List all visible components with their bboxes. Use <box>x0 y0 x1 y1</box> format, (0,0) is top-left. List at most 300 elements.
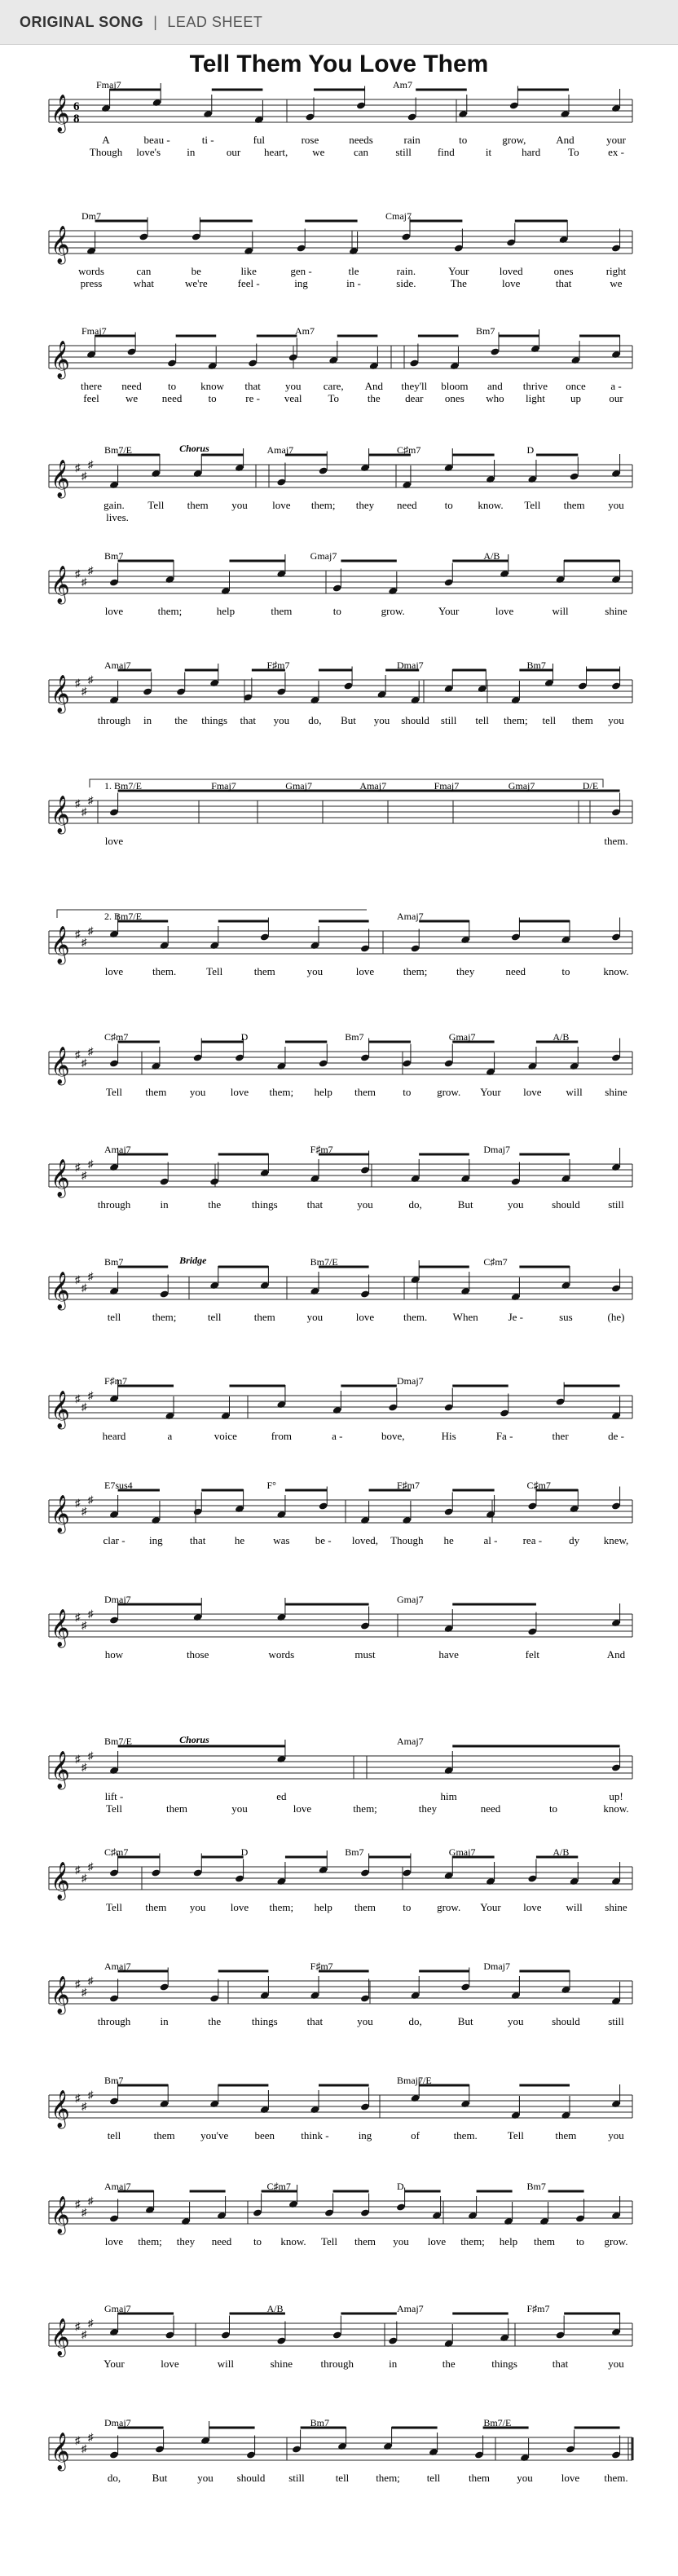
lyric: love <box>272 499 291 511</box>
chord-symbol: Bm7 <box>345 1031 364 1043</box>
lyric: voice <box>214 1430 237 1442</box>
lyric: we <box>312 146 325 158</box>
lyric: them <box>145 1901 167 1913</box>
treble-clef-icon: 𝄞 <box>51 2090 70 2127</box>
lyric: love <box>161 2358 179 2370</box>
key-sharp-icon: ♯ <box>75 461 81 474</box>
lyric: do, <box>408 1198 422 1211</box>
chord-symbol: Bm7/E <box>310 1256 338 1268</box>
lyric: them <box>145 1086 167 1098</box>
key-sharp-icon: ♯ <box>75 1497 81 1509</box>
lyric: The <box>450 277 467 289</box>
lyric: know <box>200 380 225 392</box>
lyric: them <box>555 2129 577 2142</box>
chord-symbol: D <box>240 1031 249 1043</box>
lyric: he <box>443 1534 454 1546</box>
chord-symbol: Fmaj7 <box>434 780 460 792</box>
lyric: you <box>231 1802 248 1815</box>
lyric: dy <box>569 1534 580 1546</box>
lyric: things <box>201 714 228 726</box>
lyric: Tell <box>524 499 541 511</box>
lyric: love <box>355 1311 375 1323</box>
lyric: them <box>153 2129 175 2142</box>
chord-symbol: 2. Bm7/E <box>104 911 143 922</box>
lyric: we <box>610 277 623 289</box>
lyric: them <box>563 499 585 511</box>
lyric: them. <box>453 2129 478 2142</box>
lyric: rain. <box>396 265 416 277</box>
lyric: they <box>456 965 475 977</box>
lyric: words <box>268 1648 295 1661</box>
lyric: love <box>104 605 124 617</box>
lyric: ing <box>149 1534 163 1546</box>
treble-clef-icon: 𝄞 <box>51 2196 70 2233</box>
lyric: ed <box>276 1790 287 1802</box>
lyric: have <box>438 1648 459 1661</box>
chord-symbol: C♯m7 <box>483 1256 508 1268</box>
treble-clef-icon: 𝄞 <box>51 226 70 262</box>
lyric: need <box>397 499 417 511</box>
lyric: things <box>251 1198 278 1211</box>
key-sharp-icon: ♯ <box>81 1986 87 1998</box>
lyric: al - <box>483 1534 498 1546</box>
lyric: should <box>401 714 429 726</box>
lyric: shine <box>605 1901 627 1913</box>
header-song-type: ORIGINAL SONG <box>20 13 144 30</box>
lyric: things <box>251 2015 278 2027</box>
lyric: Though <box>89 146 123 158</box>
lyric: tell <box>207 1311 222 1323</box>
lyric: in <box>160 2015 169 2027</box>
lyric: love <box>523 1901 542 1913</box>
lyric: them; <box>157 605 183 617</box>
chord-symbol: F♯m7 <box>526 2303 550 2314</box>
lyric: love <box>427 2235 447 2247</box>
lyric: up <box>570 392 581 404</box>
lyric: them <box>354 1086 376 1098</box>
key-sharp-icon: ♯ <box>88 794 94 806</box>
lyric: bloom <box>441 380 469 392</box>
lyric: to <box>459 134 468 146</box>
lyric: you <box>373 714 390 726</box>
lyric: shine <box>605 605 627 617</box>
lyric: the <box>208 2015 222 2027</box>
chord-symbol: Amaj7 <box>397 1736 424 1747</box>
lyric: you <box>273 714 290 726</box>
lyric: Je - <box>508 1311 524 1323</box>
chord-symbol: C♯m7 <box>104 1031 129 1043</box>
lyric: Your <box>448 265 469 277</box>
lyric: of <box>411 2129 420 2142</box>
chord-symbol: Gmaj7 <box>104 2303 131 2314</box>
lyric: grow. <box>437 1901 461 1913</box>
lyric: veal <box>284 392 302 404</box>
key-sharp-icon: ♯ <box>75 1273 81 1286</box>
lyric: Your <box>480 1901 501 1913</box>
lyric: dear <box>405 392 424 404</box>
lyric: tell <box>426 2472 441 2484</box>
lyric: through <box>320 2358 354 2370</box>
chord-symbol: Bm7 <box>104 550 124 562</box>
lyric: His <box>441 1430 456 1442</box>
chord-symbol: Gmaj7 <box>448 1846 476 1858</box>
lyric: you <box>508 2015 524 2027</box>
lyric: to <box>403 1901 412 1913</box>
lyric: grow. <box>381 605 405 617</box>
lyric: tell <box>335 2472 350 2484</box>
chord-symbol: C♯m7 <box>266 2181 291 2192</box>
lyric: those <box>186 1648 209 1661</box>
lyric: gain. <box>103 499 125 511</box>
lyric: tell <box>475 714 490 726</box>
treble-clef-icon: 𝄞 <box>51 1751 70 1788</box>
chord-symbol: Am7 <box>295 325 315 337</box>
key-sharp-icon: ♯ <box>81 2206 87 2218</box>
lyric: in <box>160 1198 169 1211</box>
chord-symbol: Bm7/E <box>483 2417 512 2428</box>
lyric: what <box>133 277 155 289</box>
lyric: And <box>364 380 383 392</box>
lyric: you <box>393 2235 409 2247</box>
chord-symbol: Amaj7 <box>104 659 131 671</box>
lyric: that <box>240 714 257 726</box>
lyric: them; <box>376 2472 400 2484</box>
lyric: bove, <box>381 1430 405 1442</box>
lyric: you <box>357 1198 373 1211</box>
section-label: Chorus <box>179 1734 209 1745</box>
lyric: ful <box>253 134 266 146</box>
lyric: you <box>608 2358 624 2370</box>
lyric: shine <box>605 1086 627 1098</box>
lyric: de - <box>608 1430 624 1442</box>
lyric: ones <box>553 265 574 277</box>
lyric: them; <box>269 1901 294 1913</box>
key-sharp-icon: ♯ <box>81 1761 87 1773</box>
lyric: hard <box>522 146 541 158</box>
treble-clef-icon: 𝄞 <box>51 1976 70 2013</box>
chord-symbol: Bm7 <box>104 2075 124 2086</box>
lyric: them <box>354 2235 376 2247</box>
lyric: he <box>234 1534 245 1546</box>
chord-symbol: Gmaj7 <box>310 550 337 562</box>
lyric: in - <box>346 277 361 289</box>
treble-clef-icon: 𝄞 <box>51 460 70 496</box>
lyric: clar - <box>103 1534 125 1546</box>
chord-symbol: Amaj7 <box>359 780 387 792</box>
lyric: love <box>293 1802 312 1815</box>
chord-symbol: Bm7 <box>476 325 495 337</box>
lyric: a - <box>610 380 622 392</box>
lyric: grow. <box>604 2235 628 2247</box>
chord-symbol: D <box>240 1846 249 1858</box>
lyric: Though <box>390 1534 424 1546</box>
lyric: (he) <box>607 1311 625 1323</box>
lyric: lives. <box>106 511 129 523</box>
chord-symbol: Bm7/E <box>104 1736 133 1747</box>
chord-symbol: Am7 <box>393 79 412 90</box>
key-sharp-icon: ♯ <box>81 685 87 697</box>
lyric: And <box>556 134 575 146</box>
lyric: love <box>104 965 124 977</box>
lyric: can <box>136 265 152 277</box>
chord-symbol: C♯m7 <box>397 444 421 456</box>
lyric: Tell <box>105 1901 123 1913</box>
staff-system <box>49 329 632 370</box>
lyric: help <box>314 1901 332 1913</box>
chord-symbol: Dmaj7 <box>104 1594 131 1605</box>
lyric: need <box>161 392 183 404</box>
lyric: in <box>389 2358 398 2370</box>
lyric: words <box>78 265 104 277</box>
lyric: rose <box>301 134 319 146</box>
chord-symbol: C♯m7 <box>104 1846 129 1858</box>
key-sharp-icon: ♯ <box>75 1048 81 1061</box>
chord-symbol: Bm7 <box>310 2417 330 2428</box>
lyric: from <box>271 1430 292 1442</box>
lyric: do, <box>308 714 322 726</box>
lyric: to <box>548 1802 558 1815</box>
chord-symbol: Dmaj7 <box>483 1144 511 1155</box>
lyric: grow. <box>437 1086 461 1098</box>
staff-system <box>49 1487 632 1525</box>
chord-symbol: Gmaj7 <box>448 1031 476 1043</box>
lyric: needs <box>349 134 373 146</box>
lyric: lift - <box>104 1790 124 1802</box>
lyric: to <box>444 499 453 511</box>
lyric: them <box>253 1311 275 1323</box>
lyric: know. <box>478 499 504 511</box>
lyric: press <box>80 277 103 289</box>
lyric: help <box>216 605 236 617</box>
key-sharp-icon: ♯ <box>81 576 87 588</box>
section-label: Bridge <box>179 1255 207 1266</box>
lyric: But <box>341 714 356 726</box>
lyric: Tell <box>507 2129 524 2142</box>
lyric: them; <box>503 714 528 726</box>
key-sharp-icon: ♯ <box>88 458 94 470</box>
lyric: A <box>102 134 110 146</box>
staff-system <box>49 1039 632 1077</box>
lyric: ex - <box>608 146 624 158</box>
staff-system <box>49 2079 632 2119</box>
lyric: ther <box>552 1430 569 1442</box>
lyric: felt <box>525 1648 539 1661</box>
lyric: sus <box>559 1311 573 1323</box>
key-sharp-icon: ♯ <box>81 2100 87 2112</box>
key-sharp-icon: ♯ <box>81 1619 87 1631</box>
lyric: light <box>526 392 545 404</box>
lyric: like <box>240 265 257 277</box>
lyric: heart, <box>264 146 288 158</box>
lyric: still <box>608 1198 624 1211</box>
chord-symbol: Amaj7 <box>397 911 424 922</box>
chord-symbol: F° <box>266 1480 276 1491</box>
key-sharp-icon: ♯ <box>88 673 94 686</box>
lyric: you <box>608 499 624 511</box>
lyric: side. <box>396 277 416 289</box>
song-title: Tell Them You Love Them <box>189 51 489 77</box>
lyric: they <box>176 2235 196 2247</box>
lyric: will <box>566 1901 583 1913</box>
lyric: be <box>191 265 201 277</box>
lyric: To <box>328 392 340 404</box>
lyric: love <box>502 277 521 289</box>
chord-symbol: E7sus4 <box>104 1480 133 1491</box>
lyric: them <box>534 2235 555 2247</box>
lyric: love's <box>136 146 161 158</box>
chord-symbol: Bmaj7/E <box>397 2075 432 2086</box>
lyric: loved, <box>351 1534 379 1546</box>
chord-symbol: A/B <box>553 1846 570 1858</box>
lyric: love <box>561 2472 580 2484</box>
staff-system <box>49 1740 632 1779</box>
lyric: through <box>97 1198 131 1211</box>
treble-clef-icon: 𝄞 <box>51 675 70 712</box>
lyric: To <box>568 146 579 158</box>
lyric: shine <box>270 2358 293 2370</box>
staff-system <box>49 1260 632 1301</box>
lyric: they <box>355 499 375 511</box>
staff-system <box>49 554 632 595</box>
lyric: thrive <box>522 380 548 392</box>
lyric: will <box>552 605 569 617</box>
chord-symbol: D/E <box>582 780 599 792</box>
lyric: been <box>254 2129 275 2142</box>
key-sharp-icon: ♯ <box>81 1169 87 1181</box>
lyric: them; <box>310 499 336 511</box>
chord-symbol: Dm7 <box>81 210 101 222</box>
lyric: And <box>606 1648 626 1661</box>
key-sharp-icon: ♯ <box>81 805 87 818</box>
key-sharp-icon: ♯ <box>75 677 81 689</box>
treble-clef-icon: 𝄞 <box>51 2318 70 2355</box>
lyric: tell <box>107 2129 121 2142</box>
lyric: think - <box>301 2129 329 2142</box>
staff-system <box>49 1850 632 1890</box>
chord-symbol: F♯m7 <box>310 1144 333 1155</box>
lyric: heard <box>102 1430 126 1442</box>
chord-symbol: F♯m7 <box>104 1375 128 1387</box>
lyric: a - <box>332 1430 343 1442</box>
chord-symbol: Gmaj7 <box>285 780 312 792</box>
key-sharp-icon: ♯ <box>75 1611 81 1623</box>
key-sharp-icon: ♯ <box>88 2089 94 2101</box>
lyric: Tell <box>105 1802 123 1815</box>
lyric: to <box>332 605 341 617</box>
chord-symbol: Amaj7 <box>104 1144 131 1155</box>
lyric: love <box>230 1901 249 1913</box>
key-sharp-icon: ♯ <box>88 1608 94 1620</box>
lyric: them <box>187 499 209 511</box>
key-sharp-icon: ♯ <box>75 1978 81 1990</box>
key-sharp-icon: ♯ <box>88 2317 94 2329</box>
lyric: that <box>306 1198 324 1211</box>
lyric: But <box>457 1198 473 1211</box>
lyric: will <box>217 2358 235 2370</box>
lyric: re - <box>245 392 260 404</box>
chord-symbol: Bm7 <box>526 2181 546 2192</box>
key-sharp-icon: ♯ <box>75 2198 81 2210</box>
lyric: love <box>495 605 514 617</box>
lyric: should <box>236 2472 266 2484</box>
key-sharp-icon: ♯ <box>88 2194 94 2207</box>
header-separator: | <box>153 13 158 30</box>
key-sharp-icon: ♯ <box>88 1860 94 1872</box>
lyric: them <box>253 965 275 977</box>
chord-symbol: A/B <box>266 2303 284 2314</box>
lyric: you <box>608 2129 624 2142</box>
lyric: help <box>499 2235 518 2247</box>
treble-clef-icon: 𝄞 <box>51 926 70 963</box>
lyric: need <box>505 965 526 977</box>
lyric: need <box>211 2235 232 2247</box>
chord-symbol: A/B <box>553 1031 570 1043</box>
treble-clef-icon: 𝄞 <box>51 341 70 377</box>
lyric: you <box>189 1901 206 1913</box>
key-sharp-icon: ♯ <box>75 567 81 580</box>
key-sharp-icon: ♯ <box>81 1281 87 1294</box>
lyric: When <box>452 1311 478 1323</box>
chord-symbol: D <box>397 2181 404 2192</box>
treble-clef-icon: 𝄞 <box>51 1862 70 1899</box>
chord-symbol: Bm7 <box>104 1256 124 1268</box>
lyric: grow, <box>502 134 526 146</box>
chord-symbol: Amaj7 <box>266 444 294 456</box>
lyric: rain <box>403 134 420 146</box>
lyric: Tell <box>147 499 165 511</box>
lyric: tell <box>542 714 557 726</box>
lyric: your <box>606 134 626 146</box>
lyric: do, <box>408 2015 422 2027</box>
lyric: them. <box>403 1311 428 1323</box>
lyric: them; <box>152 1311 177 1323</box>
lyric: that <box>189 1534 206 1546</box>
key-sharp-icon: ♯ <box>88 1045 94 1057</box>
lyric: you <box>284 380 302 392</box>
treble-clef-icon: 𝄞 <box>51 1609 70 1646</box>
lyric: you <box>608 714 624 726</box>
lyric: Fa - <box>495 1430 513 1442</box>
lyric: them; <box>353 1802 377 1815</box>
lyric: the <box>367 392 381 404</box>
chord-symbol: Cmaj7 <box>385 210 412 222</box>
lyric: Tell <box>206 965 223 977</box>
treble-clef-icon: 𝄞 <box>51 1159 70 1196</box>
lyric: Tell <box>105 1086 123 1098</box>
staff-system <box>49 218 632 256</box>
lyric: know. <box>603 1802 629 1815</box>
lyric: through <box>97 714 131 726</box>
lyric: love <box>355 965 375 977</box>
lyric: Your <box>438 605 460 617</box>
lyric: was <box>273 1534 290 1546</box>
chord-symbol: Bm7 <box>526 659 546 671</box>
key-sharp-icon: ♯ <box>88 1158 94 1170</box>
lyric: there <box>81 380 102 392</box>
lyric: you <box>306 965 324 977</box>
chord-symbol: Gmaj7 <box>508 780 535 792</box>
chord-symbol: F♯m7 <box>310 1961 333 1972</box>
staff-system <box>49 83 632 124</box>
second-ending-bracket <box>57 910 367 918</box>
lyric: to <box>575 2235 585 2247</box>
lyric: you <box>197 2472 214 2484</box>
lyric: Your <box>480 1086 501 1098</box>
lyric: to <box>561 965 570 977</box>
lyric: our <box>609 392 623 404</box>
chord-symbol: F♯m7 <box>266 659 290 671</box>
lyric: them; <box>138 2235 162 2247</box>
